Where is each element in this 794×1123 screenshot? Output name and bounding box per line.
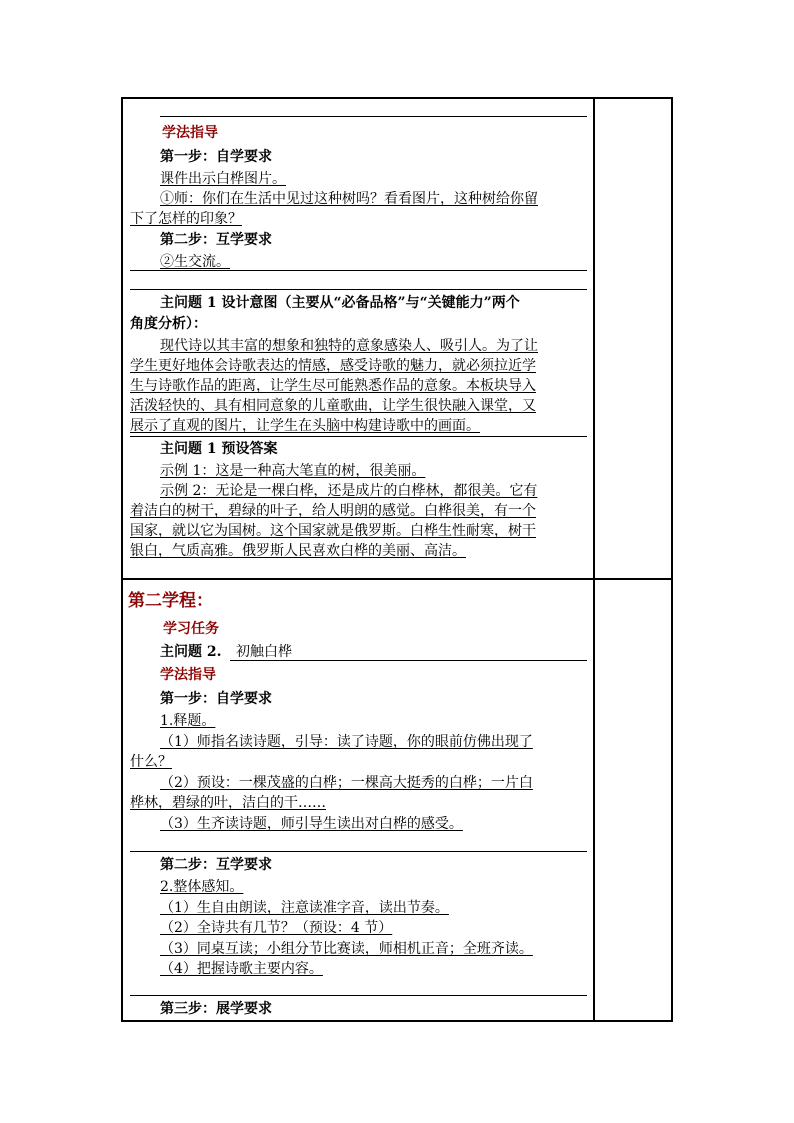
design-title-cont: 角度分析）： [130, 316, 207, 332]
step3-title: 第三步：展学要求 [160, 1001, 272, 1017]
rule [160, 116, 587, 117]
step1-item: （2）预设：一棵茂盛的白桦；一棵高大挺秀的白桦；一片白 [160, 775, 533, 791]
step2-line: ②生交流。 [160, 254, 230, 270]
stage-title: 第二学程： [128, 591, 213, 611]
step1-title-2: 第一步：自学要求 [160, 691, 272, 707]
step1-item: 什么？ [130, 754, 172, 770]
step2-item: （2）全诗共有几节？（预设：4 节） [160, 920, 393, 936]
answer-title: 主问题 1 预设答案 [160, 441, 278, 457]
step1-item: （1）师指名读诗题，引导：读了诗题，你的眼前仿佛出现了 [160, 734, 533, 750]
step1-item: 桦林，碧绿的叶，洁白的干…… [130, 795, 326, 811]
rule [230, 660, 587, 661]
step1-item: 1.释题。 [160, 713, 216, 729]
main-question-label: 主问题 2. [160, 644, 222, 660]
column-divider [593, 97, 595, 1022]
step2-title: 第二步：互学要求 [160, 232, 272, 248]
design-paragraph: 学生更好地体会诗歌表达的情感，感受诗歌的魅力，就必须拉近学 [130, 358, 536, 374]
row-divider [121, 578, 673, 580]
step1-title: 第一步：自学要求 [160, 149, 272, 165]
step2-title-2: 第二步：互学要求 [160, 857, 272, 873]
step2-item: 2.整体感知。 [160, 879, 244, 895]
rule [130, 289, 587, 290]
design-paragraph: 现代诗以其丰富的想象和独特的意象感染人、吸引人。为了让 [160, 338, 538, 354]
step1-line: 课件出示白桦图片。 [160, 171, 286, 187]
xuefa-title: 学法指导 [162, 125, 218, 141]
step1-item: （3）生齐读诗题，师引导生读出对白桦的感受。 [160, 816, 463, 832]
xuefa-title-2: 学法指导 [160, 667, 216, 683]
main-question-text: 初触白桦 [236, 644, 292, 660]
task-title: 学习任务 [163, 621, 219, 637]
answer-line: 银白，气质高雅。俄罗斯人民喜欢白桦的美丽、高洁。 [130, 543, 466, 559]
design-paragraph: 活泼轻快的、具有相同意象的儿童歌曲，让学生很快融入课堂，又 [130, 398, 536, 414]
answer-line: 国家，就以它为国树。这个国家就是俄罗斯。白桦生性耐寒，树干 [130, 523, 536, 539]
design-paragraph: 生与诗歌作品的距离，让学生尽可能熟悉作品的意象。本板块导入 [130, 378, 536, 394]
answer-line: 示例 2：无论是一棵白桦，还是成片的白桦林，都很美。它有 [160, 483, 538, 499]
design-paragraph: 展示了直观的图片，让学生在头脑中构建诗歌中的画面。 [130, 418, 480, 434]
step1-question-cont: 下了怎样的印象？ [130, 211, 242, 227]
design-title: 主问题 1 设计意图（主要从“必备品格”与“关键能力”两个 [160, 295, 520, 311]
rule [130, 995, 587, 996]
answer-line: 着洁白的树干，碧绿的叶子，给人明朗的感觉。白桦很美，有一个 [130, 503, 536, 519]
answer-line: 示例 1：这是一种高大笔直的树，很美丽。 [160, 463, 426, 479]
step1-question: ①师：你们在生活中见过这种树吗？看看图片，这种树给你留 [160, 191, 538, 207]
rule [130, 851, 587, 852]
rule [130, 436, 587, 437]
rule [130, 270, 587, 271]
step2-item: （4）把握诗歌主要内容。 [160, 961, 323, 977]
step2-item: （3）同桌互读；小组分节比赛读，师相机正音；全班齐读。 [160, 941, 533, 957]
step2-item: （1）生自由朗读，注意读准字音，读出节奏。 [160, 900, 449, 916]
